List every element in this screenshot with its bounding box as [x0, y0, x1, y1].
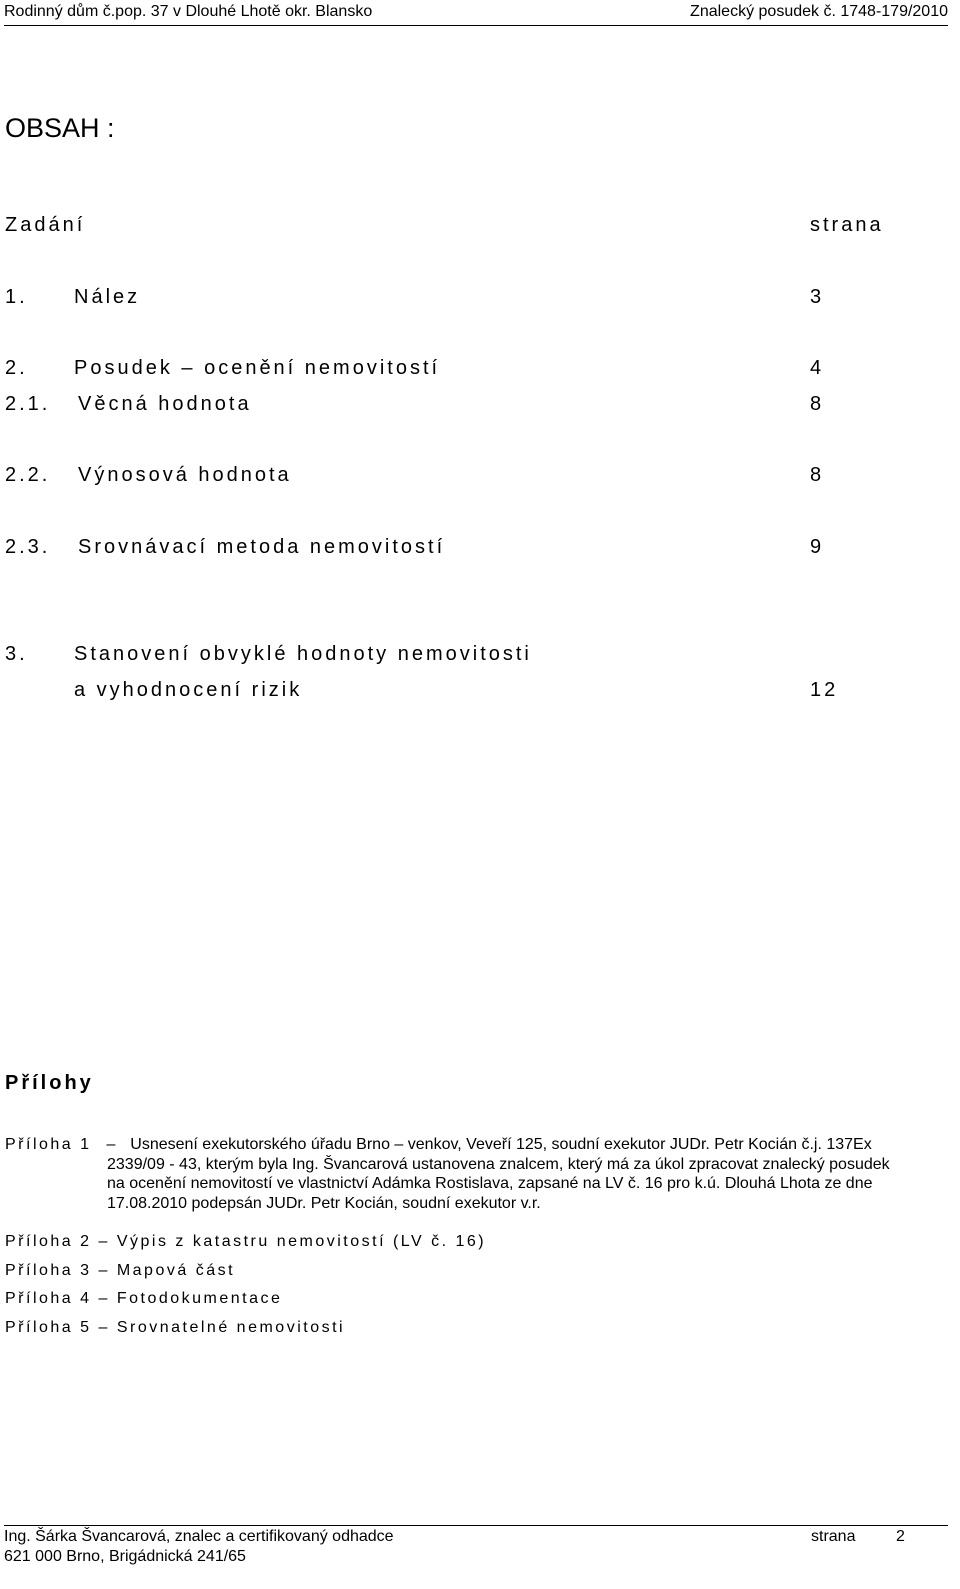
toc-heading-right: strana	[810, 214, 884, 236]
attachments-heading: Přílohy	[5, 1072, 94, 1094]
toc-item-label: Stanovení obvyklé hodnoty nemovitosti	[74, 643, 532, 665]
attachment-4: Příloha 4 – Fotodokumentace	[5, 1290, 283, 1307]
attachment-1-label: Příloha 1	[5, 1136, 92, 1153]
page-title: OBSAH :	[5, 113, 115, 143]
toc-item-num: 2.	[5, 357, 28, 379]
footer-page-label: strana	[811, 1528, 856, 1545]
toc-item-num: 2.2.	[5, 464, 51, 486]
attachment-1-dash: –	[106, 1136, 116, 1153]
toc-item-label: Věcná hodnota	[78, 393, 252, 415]
toc-item-page: 8	[810, 393, 825, 415]
toc-item-num: 2.3.	[5, 536, 51, 558]
attachment-1-line2: 2339/09 - 43, kterým byla Ing. Švancarová ustanovena znalcem, který má za úkol zpracovat znalecký posudek	[107, 1156, 890, 1173]
toc-item-page: 9	[810, 536, 825, 558]
toc-item-page: 8	[810, 464, 825, 486]
attachment-1-line3: na ocenění nemovitostí ve vlastnictví Adámka Rostislava, zapsané na LV č. 16 pro k.ú. Dlouhá Lhota ze dne	[107, 1175, 873, 1192]
toc-item-num: 1.	[5, 286, 28, 308]
toc-item-label: Posudek – ocenění nemovitostí	[74, 357, 441, 379]
toc-item-num: 3.	[5, 643, 28, 665]
toc-item-page: 3	[810, 286, 825, 308]
toc-item-label: Výnosová hodnota	[78, 464, 292, 486]
toc-item-num: 2.1.	[5, 393, 51, 415]
toc-item-label: Srovnávací metoda nemovitostí	[78, 536, 446, 558]
header-left: Rodinný dům č.pop. 37 v Dlouhé Lhotě okr. Blansko	[4, 3, 373, 20]
attachment-1-row	[5, 1136, 872, 1154]
toc-item-page: 4	[810, 357, 825, 379]
toc-heading-left: Zadání	[5, 214, 86, 236]
header-rule	[4, 25, 948, 26]
footer-rule	[4, 1525, 948, 1526]
attachment-5: Příloha 5 – Srovnatelné nemovitosti	[5, 1319, 346, 1336]
header-right: Znalecký posudek č. 1748-179/2010	[690, 3, 948, 20]
footer-page-number: 2	[896, 1528, 905, 1545]
toc-item-page: 12	[810, 679, 839, 701]
toc-item-label-continued: a vyhodnocení rizik	[74, 679, 303, 701]
attachment-2: Příloha 2 – Výpis z katastru nemovitostí (LV č. 16)	[5, 1233, 487, 1250]
attachment-1-line1: Usnesení exekutorského úřadu Brno – venkov, Veveří 125, soudní exekutor JUDr. Petr Kocián č.j. 137Ex	[130, 1136, 872, 1153]
attachment-1-line4: 17.08.2010 podepsán JUDr. Petr Kocián, soudní exekutor v.r.	[107, 1195, 541, 1212]
footer-author: Ing. Šárka Švancarová, znalec a certifikovaný odhadce	[4, 1528, 394, 1545]
toc-item-label: Nález	[74, 286, 141, 308]
footer-address: 621 000 Brno, Brigádnická 241/65	[4, 1548, 246, 1565]
attachment-3: Příloha 3 – Mapová část	[5, 1262, 236, 1279]
